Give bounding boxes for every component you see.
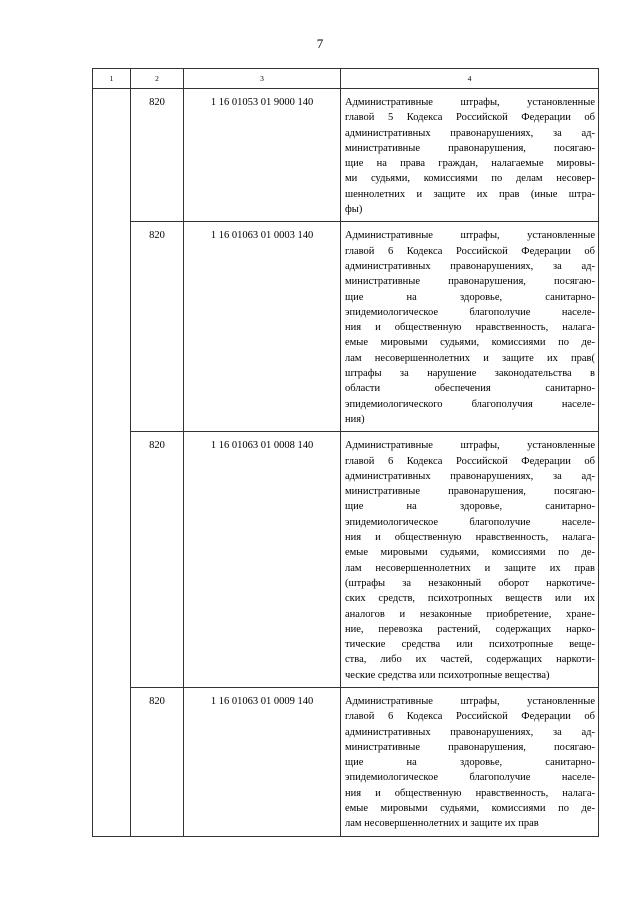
- description-line: щие на права граждан, налагаемые мировы-: [345, 158, 595, 170]
- description-line: Административные штрафы, установленные: [345, 695, 595, 707]
- budget-code-cell: 1 16 01063 01 0003 140: [184, 222, 341, 432]
- description-line: ния и общественную нравственность, налага-: [345, 322, 595, 334]
- description-cell: [341, 89, 599, 222]
- page-number: 7: [316, 36, 324, 51]
- description-line: эпидемиологическое благополучие населе-: [345, 306, 595, 318]
- description-line: ния и общественную нравственность, налага-: [345, 532, 595, 544]
- budget-code-cell: 1 16 01053 01 9000 140: [184, 89, 341, 222]
- description-line: ния): [345, 413, 365, 425]
- description-line: административных правонарушениях, за ад-: [345, 726, 595, 738]
- description-line: лам несовершеннолетних и защите их прав: [345, 562, 595, 574]
- description-line: ми судьями, комиссиями по делам несовер-: [345, 173, 595, 185]
- description-line: административных правонарушениях, за ад-: [345, 127, 595, 139]
- description-line: административных правонарушениях, за ад-: [345, 260, 595, 272]
- description-line: (штрафы за незаконный оборот наркотиче-: [345, 577, 595, 589]
- description-line: Административные штрафы, установленные: [345, 440, 595, 452]
- admin-code-cell: 820: [131, 687, 184, 836]
- header-cell: 1: [93, 69, 131, 89]
- table-row: [93, 222, 599, 432]
- description-line: Административные штрафы, установленные: [345, 97, 595, 108]
- budget-code-cell: 1 16 01063 01 0008 140: [184, 432, 341, 688]
- description-line: ских средств, психотропных веществ или их: [345, 593, 595, 605]
- description-line: области обеспечения санитарно-: [345, 383, 595, 395]
- description-line: министративные правонарушения, посягаю-: [345, 276, 595, 288]
- description-line: лам несовершеннолетних и защите их прав(: [345, 352, 595, 364]
- header-row: [93, 69, 599, 89]
- description-line: ние, перевозка растений, содержащих нарко-: [345, 623, 595, 635]
- description-line: главой 5 Кодекса Российской Федерации об: [345, 112, 595, 124]
- description-line: эпидемиологическое благополучие населе-: [345, 772, 595, 784]
- budget-code-cell: 1 16 01063 01 0009 140: [184, 687, 341, 836]
- description-line: лам несовершеннолетних и защите их прав: [345, 818, 539, 830]
- table-row: [93, 432, 599, 688]
- group-cell: [93, 89, 131, 837]
- header-cell: 4: [341, 69, 599, 89]
- description-cell: [341, 222, 599, 432]
- description-line: министративные правонарушения, посягаю-: [345, 741, 595, 753]
- description-line: ческие средства или психотропные вещества): [345, 669, 550, 681]
- header-cell: 2: [131, 69, 184, 89]
- table-row: [93, 89, 599, 222]
- description-line: шеннолетних и защите их прав (иные штра-: [345, 188, 595, 200]
- description-line: щие на здоровье, санитарно-: [345, 501, 595, 513]
- description-line: министративные правонарушения, посягаю-: [345, 142, 595, 154]
- description-line: емые мировыми судьями, комиссиями по де-: [345, 547, 595, 559]
- description-line: министративные правонарушения, посягаю-: [345, 486, 595, 498]
- description-line: емые мировыми судьями, комиссиями по де-: [345, 337, 595, 349]
- header-cell: 3: [184, 69, 341, 89]
- admin-code-cell: 820: [131, 432, 184, 688]
- description-line: щие на здоровье, санитарно-: [345, 291, 595, 303]
- description-cell: [341, 432, 599, 688]
- table-row: [93, 687, 599, 836]
- description-line: административных правонарушениях, за ад-: [345, 470, 595, 482]
- description-line: аналогов и незаконные приобретение, хране-: [345, 608, 595, 620]
- description-cell: [341, 687, 599, 836]
- description-line: эпидемиологическое благополучие населе-: [345, 516, 595, 528]
- description-line: емые мировыми судьями, комиссиями по де-: [345, 803, 595, 815]
- description-line: Административные штрафы, установленные: [345, 230, 595, 242]
- description-line: фы): [345, 204, 363, 216]
- description-line: ния и общественную нравственность, налага-: [345, 787, 595, 799]
- description-line: главой 6 Кодекса Российской Федерации об: [345, 455, 595, 467]
- admin-code-cell: 820: [131, 89, 184, 222]
- description-line: штрафы за нарушение законодательства в: [345, 368, 595, 380]
- description-line: тические средства или психотропные веще-: [345, 639, 595, 651]
- admin-code-cell: 820: [131, 222, 184, 432]
- revenue-codes-table: [92, 68, 599, 837]
- description-line: ства, либо их частей, содержащих наркоти-: [345, 654, 595, 666]
- description-line: эпидемиологического благополучия населе-: [345, 398, 595, 410]
- description-line: щие на здоровье, санитарно-: [345, 757, 595, 769]
- description-line: главой 6 Кодекса Российской Федерации об: [345, 711, 595, 723]
- description-line: главой 6 Кодекса Российской Федерации об: [345, 245, 595, 257]
